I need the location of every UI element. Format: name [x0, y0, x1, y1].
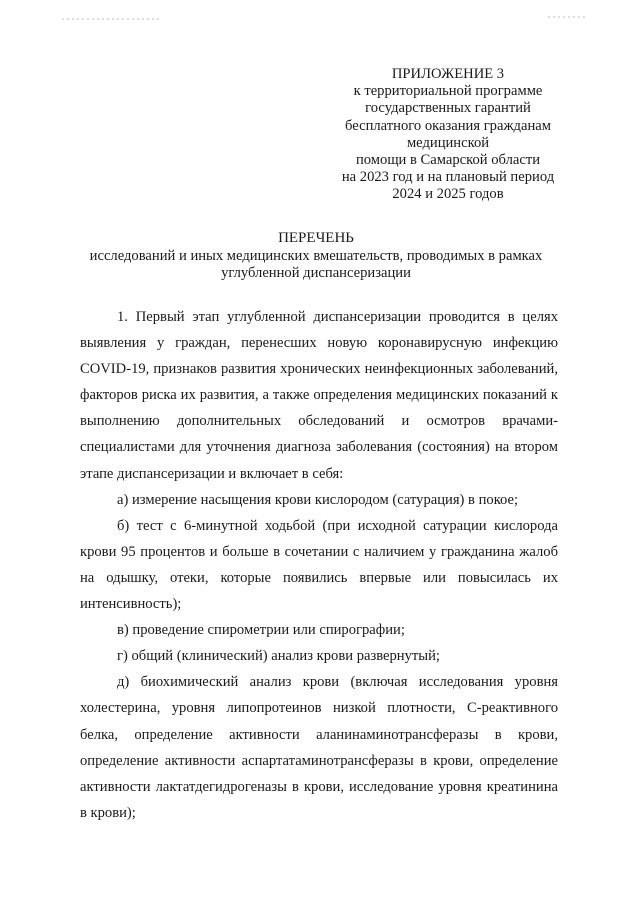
document-subtitle-line: исследований и иных медицинских вмешательств, проводимых в рамках	[89, 248, 543, 265]
annex-line: на 2023 год и на плановый период	[341, 169, 555, 186]
annex-line: к территориальной программе	[353, 83, 543, 100]
annex-title: ПРИЛОЖЕНИЕ 3	[391, 66, 505, 82]
list-item-b: б) тест с 6-минутной ходьбой (при исходной сатурации кислорода крови 95 процентов и больше в сочетании с наличием у гражданина жалоб на одышку, отеки, которые появились впервые или повысилась их интенсивность);	[80, 517, 558, 613]
paragraph-1: 1. Первый этап углубленной диспансеризации проводится в целях выявления у граждан, перенесших новую коронавирусную инфекцию COVID-19, признаков развития хронических неинфекционных заболеваний, факторов риска их развития, а также определения медицинских показаний к выполнению дополнительных обследований и осмотров врачами-специалистами для уточнения диагноза заболевания (состояния) на втором этапе диспансеризации и включает в себя:	[80, 309, 558, 482]
scan-artifact-right	[548, 16, 586, 18]
document-title-block	[60, 230, 572, 283]
list-item-d: д) биохимический анализ крови (включая исследования уровня холестерина, уровня липопротеинов низкой плотности, С-реактивного белка, определение активности аланинаминотрансферазы в крови, определение активности аспартатаминотрансферазы в крови, определение активности лактатдегидрогеназы в крови, исследование уровня креатинина в крови);	[80, 674, 558, 821]
annex-line: помощи в Самарской области	[355, 152, 541, 169]
list-item-g: г) общий (клинический) анализ крови развернутый;	[117, 648, 440, 665]
document-heading: ПЕРЕЧЕНЬ	[278, 230, 354, 246]
document-subtitle-line: углубленной диспансеризации	[221, 265, 411, 282]
list-item-a: а) измерение насыщения крови кислородом (сатурация) в покое;	[117, 491, 519, 508]
annex-line: государственных гарантий	[365, 100, 531, 117]
annex-header	[322, 66, 574, 204]
annex-line: 2024 и 2025 годов	[392, 186, 504, 203]
annex-line: бесплатного оказания гражданам	[345, 117, 551, 134]
document-body	[80, 304, 558, 826]
scan-artifact-left	[62, 18, 162, 20]
annex-line: медицинской	[406, 134, 490, 151]
list-item-v: в) проведение спирометрии или спирографии;	[117, 622, 405, 639]
